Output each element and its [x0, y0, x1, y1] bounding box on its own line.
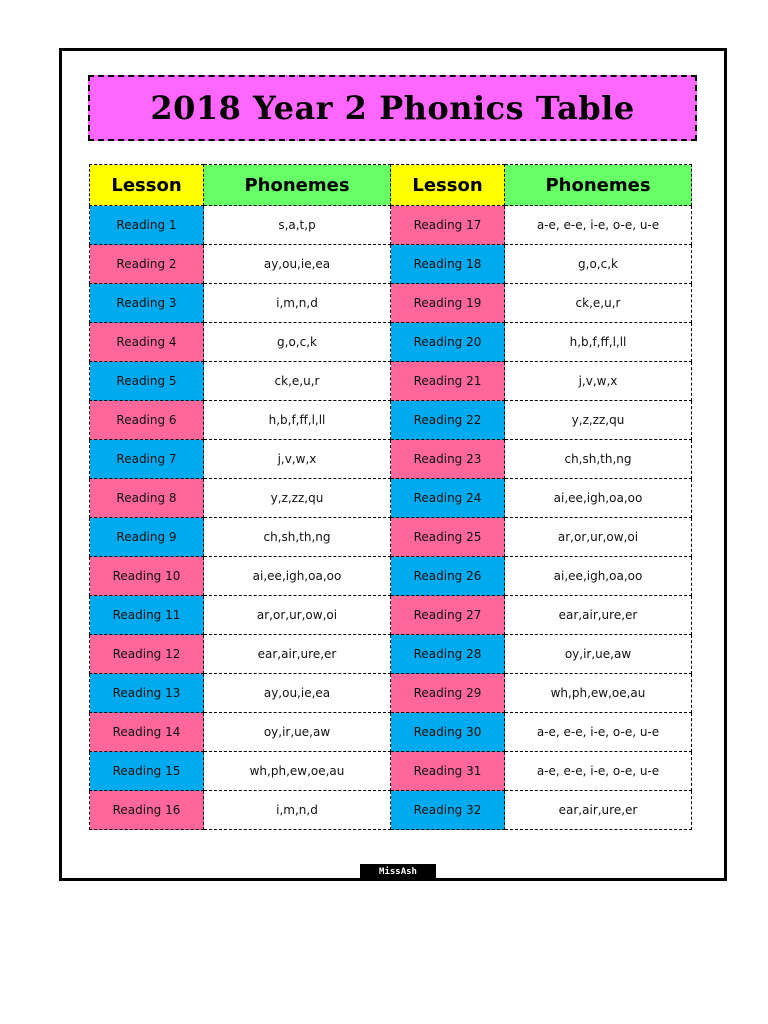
phonemes-cell: ar,or,ur,ow,oi — [505, 518, 692, 557]
lesson-cell: Reading 20 — [391, 323, 505, 362]
phonemes-cell: ar,or,ur,ow,oi — [204, 596, 391, 635]
phonemes-cell: y,z,zz,qu — [505, 401, 692, 440]
lesson-cell: Reading 1 — [90, 206, 204, 245]
phonemes-header-left: Phonemes — [204, 165, 391, 206]
phonemes-cell: i,m,n,d — [204, 284, 391, 323]
table-row — [90, 323, 692, 362]
phonemes-cell: y,z,zz,qu — [204, 479, 391, 518]
phonemes-cell: h,b,f,ff,l,ll — [204, 401, 391, 440]
phonemes-cell: oy,ir,ue,aw — [505, 635, 692, 674]
lesson-cell: Reading 24 — [391, 479, 505, 518]
phonemes-cell: ai,ee,igh,oa,oo — [204, 557, 391, 596]
lesson-cell: Reading 2 — [90, 245, 204, 284]
phonemes-cell: j,v,w,x — [505, 362, 692, 401]
title-banner — [88, 75, 697, 141]
phonemes-cell: i,m,n,d — [204, 791, 391, 830]
lesson-cell: Reading 32 — [391, 791, 505, 830]
phonemes-cell: a-e, e-e, i-e, o-e, u-e — [505, 752, 692, 791]
table-row — [90, 362, 692, 401]
lesson-cell: Reading 6 — [90, 401, 204, 440]
phonemes-cell: wh,ph,ew,oe,au — [505, 674, 692, 713]
lesson-cell: Reading 29 — [391, 674, 505, 713]
table-row — [90, 479, 692, 518]
phonemes-cell: g,o,c,k — [204, 323, 391, 362]
lesson-header-left: Lesson — [90, 165, 204, 206]
lesson-header-right: Lesson — [391, 165, 505, 206]
phonemes-cell: ck,e,u,r — [505, 284, 692, 323]
phonemes-cell: a-e, e-e, i-e, o-e, u-e — [505, 713, 692, 752]
table-row — [90, 401, 692, 440]
lesson-cell: Reading 9 — [90, 518, 204, 557]
phonemes-cell: oy,ir,ue,aw — [204, 713, 391, 752]
phonemes-cell: s,a,t,p — [204, 206, 391, 245]
phonemes-cell: ear,air,ure,er — [505, 791, 692, 830]
phonemes-header-right: Phonemes — [505, 165, 692, 206]
lesson-cell: Reading 18 — [391, 245, 505, 284]
lesson-cell: Reading 14 — [90, 713, 204, 752]
table-row — [90, 245, 692, 284]
table-row — [90, 635, 692, 674]
lesson-cell: Reading 5 — [90, 362, 204, 401]
lesson-cell: Reading 7 — [90, 440, 204, 479]
lesson-cell: Reading 22 — [391, 401, 505, 440]
phonemes-cell: ch,sh,th,ng — [204, 518, 391, 557]
lesson-cell: Reading 10 — [90, 557, 204, 596]
lesson-cell: Reading 30 — [391, 713, 505, 752]
table-row — [90, 518, 692, 557]
lesson-cell: Reading 25 — [391, 518, 505, 557]
phonemes-cell: g,o,c,k — [505, 245, 692, 284]
lesson-cell: Reading 3 — [90, 284, 204, 323]
lesson-cell: Reading 13 — [90, 674, 204, 713]
phonemes-cell: j,v,w,x — [204, 440, 391, 479]
lesson-cell: Reading 15 — [90, 752, 204, 791]
lesson-cell: Reading 16 — [90, 791, 204, 830]
phonemes-cell: ai,ee,igh,oa,oo — [505, 557, 692, 596]
lesson-cell: Reading 26 — [391, 557, 505, 596]
table-row — [90, 791, 692, 830]
lesson-cell: Reading 21 — [391, 362, 505, 401]
table-row — [90, 674, 692, 713]
phonemes-cell: ear,air,ure,er — [204, 635, 391, 674]
lesson-cell: Reading 23 — [391, 440, 505, 479]
table-row — [90, 596, 692, 635]
page-title: 2018 Year 2 Phonics Table — [150, 89, 635, 127]
phonics-sheet — [59, 48, 727, 881]
table-header-row — [90, 165, 692, 206]
lesson-cell: Reading 27 — [391, 596, 505, 635]
lesson-cell: Reading 31 — [391, 752, 505, 791]
lesson-cell: Reading 28 — [391, 635, 505, 674]
lesson-cell: Reading 4 — [90, 323, 204, 362]
phonics-table — [89, 164, 692, 830]
lesson-cell: Reading 19 — [391, 284, 505, 323]
phonemes-cell: wh,ph,ew,oe,au — [204, 752, 391, 791]
phonemes-cell: h,b,f,ff,l,ll — [505, 323, 692, 362]
phonemes-cell: ck,e,u,r — [204, 362, 391, 401]
author-tag: MissAsh — [360, 864, 436, 880]
table-row — [90, 713, 692, 752]
phonemes-cell: ch,sh,th,ng — [505, 440, 692, 479]
phonemes-cell: ai,ee,igh,oa,oo — [505, 479, 692, 518]
table-row — [90, 752, 692, 791]
phonemes-cell: ear,air,ure,er — [505, 596, 692, 635]
table-row — [90, 440, 692, 479]
phonemes-cell: ay,ou,ie,ea — [204, 674, 391, 713]
lesson-cell: Reading 12 — [90, 635, 204, 674]
phonemes-cell: ay,ou,ie,ea — [204, 245, 391, 284]
lesson-cell: Reading 8 — [90, 479, 204, 518]
table-row — [90, 284, 692, 323]
table-row — [90, 557, 692, 596]
phonemes-cell: a-e, e-e, i-e, o-e, u-e — [505, 206, 692, 245]
lesson-cell: Reading 17 — [391, 206, 505, 245]
table-row — [90, 206, 692, 245]
lesson-cell: Reading 11 — [90, 596, 204, 635]
